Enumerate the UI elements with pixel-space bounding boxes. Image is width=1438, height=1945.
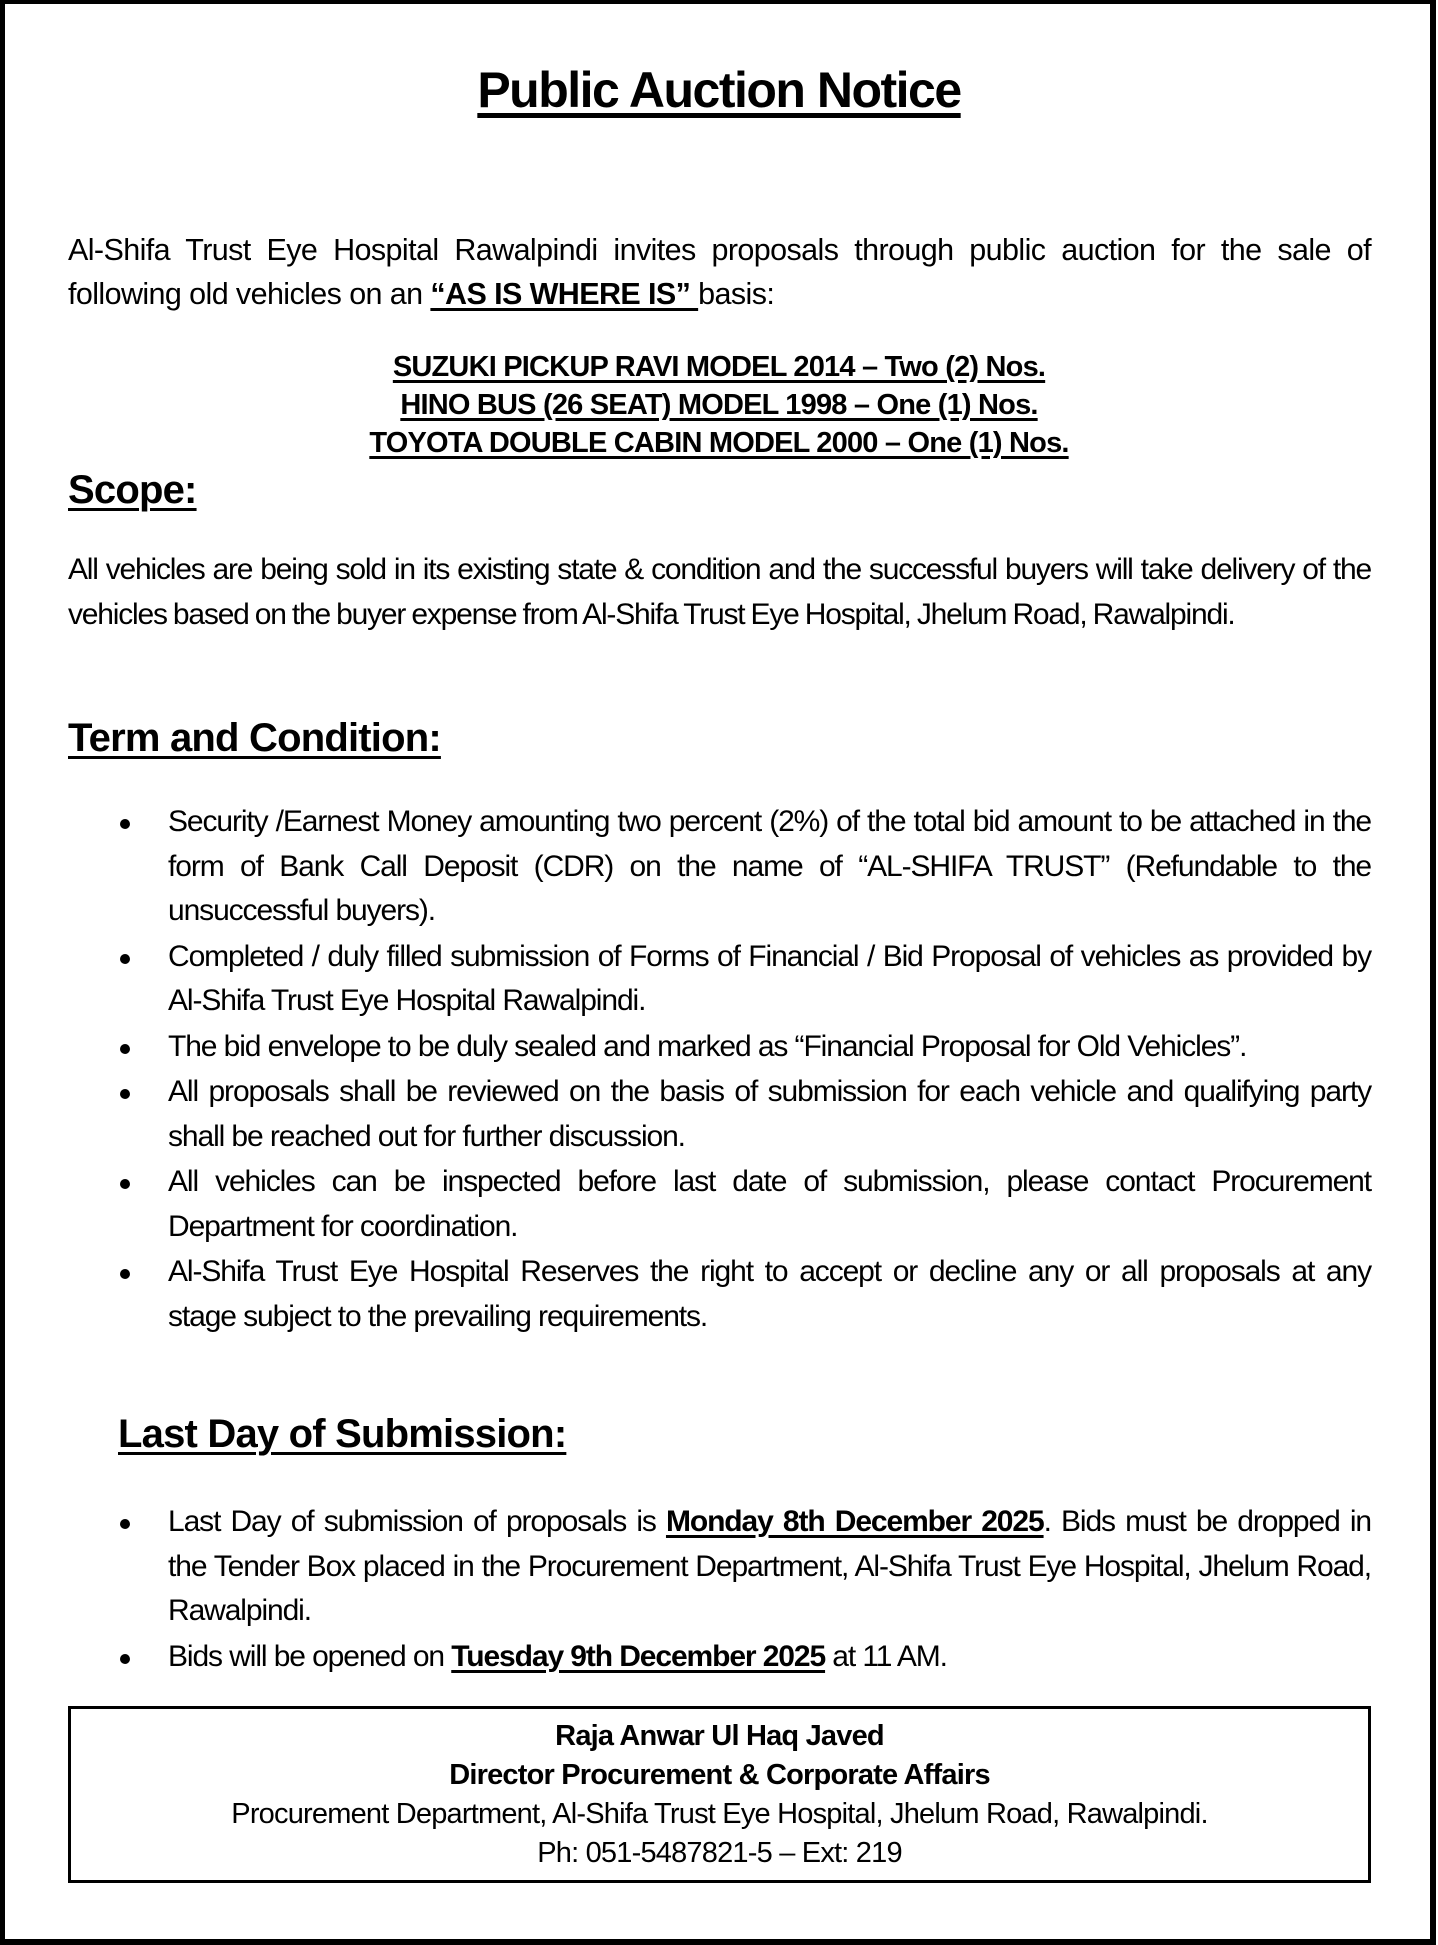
submission-list [110,1500,1371,1680]
terms-list [110,800,1371,1340]
bid-opening-date: Tuesday 9th December 2025 [451,1639,826,1673]
bullet-icon [120,1519,130,1529]
page-title [0,60,1438,120]
vehicle-label: TOYOTA DOUBLE CABIN MODEL 2000 – One (1) Nos. [369,427,1069,459]
bullet-icon [120,819,130,829]
signature-box [68,1706,1371,1883]
terms-item [110,1025,1371,1070]
terms-item [110,800,1371,934]
intro-text-end: basis: [698,277,775,311]
signatory-address: Procurement Department, Al-Shifa Trust Eye Hospital, Jhelum Road, Rawalpindi. [231,1798,1208,1830]
terms-item-text: All vehicles can be inspected before last date of submission, please contact Procurement Department for coordination. [168,1165,1371,1243]
terms-item [110,1160,1371,1249]
terms-item-text: Security /Earnest Money amounting two percent (2%) of the total bid amount to be attached in the form of Bank Call Deposit (CDR) on the name of “AL-SHIFA TRUST” (Refundable to the unsuccessful buyers). [168,805,1371,927]
signatory-name: Raja Anwar Ul Haq Javed [555,1720,884,1752]
vehicle-label: HINO BUS (26 SEAT) MODEL 1998 – One (1) Nos. [400,389,1038,421]
terms-item [110,1250,1371,1339]
scope-heading-text: Scope: [68,468,197,512]
contact-phone: Ph: 051-5487821-5 – Ext: 219 [537,1837,902,1869]
terms-heading [68,714,441,762]
scope-paragraph: All vehicles are being sold in its existing state & condition and the successful buyers will take delivery of the vehicles based on the buyer expense from Al-Shifa Trust Eye Hospital, Jhelum Road, Rawalpindi. [68,553,1371,631]
bullet-icon [120,1044,130,1054]
terms-item-text: The bid envelope to be duly sealed and marked as “Financial Proposal for Old Vehicles”. [168,1029,1247,1063]
terms-heading-text: Term and Condition: [68,716,441,760]
intro-text: Al-Shifa Trust Eye Hospital Rawalpindi invites proposals through public auction for the sale of following old vehicles on an [68,233,1371,311]
vehicle-item [0,348,1438,386]
terms-item [110,1070,1371,1159]
terms-item-text: All proposals shall be reviewed on the basis of submission for each vehicle and qualifying party shall be reached out for further discussion. [168,1075,1371,1153]
bullet-icon [120,1089,130,1099]
vehicle-item [0,424,1438,462]
submission-text: Bids will be opened on [168,1639,452,1673]
bullet-icon [120,1269,130,1279]
submission-text: . Bids must be dropped in the Tender Box placed in the Procurement Department, Al-Shifa Trust Eye Hospital, Jhelum Road, Rawalpindi. [168,1505,1372,1627]
bullet-icon [120,1179,130,1189]
scope-heading [68,466,197,514]
terms-item [110,935,1371,1024]
submission-heading-text: Last Day of Submission: [118,1412,567,1456]
submission-text: at 11 AM. [825,1639,947,1673]
submission-item [110,1635,1371,1680]
submission-text: Last Day of submission of proposals is [168,1505,666,1538]
signatory-designation: Director Procurement & Corporate Affairs [449,1759,990,1791]
bullet-icon [120,1654,130,1664]
title-text: Public Auction Notice [477,62,961,118]
vehicle-label: SUZUKI PICKUP RAVI MODEL 2014 – Two (2) Nos. [392,351,1046,383]
bullet-icon [120,954,130,964]
as-is-where-is-emphasis: “AS IS WHERE IS” [430,277,699,311]
intro-paragraph [68,228,1371,316]
vehicle-list [0,348,1438,462]
terms-item-text: Al-Shifa Trust Eye Hospital Reserves the right to accept or decline any or all proposals at any stage subject to the prevailing requirements. [168,1255,1371,1333]
last-submission-date: Monday 8th December 2025 [665,1505,1044,1538]
submission-heading [118,1410,566,1458]
vehicle-item [0,386,1438,424]
submission-item [110,1500,1371,1634]
terms-item-text: Completed / duly filled submission of Forms of Financial / Bid Proposal of vehicles as provided by Al-Shifa Trust Eye Hospital Rawalpindi. [168,939,1371,1017]
